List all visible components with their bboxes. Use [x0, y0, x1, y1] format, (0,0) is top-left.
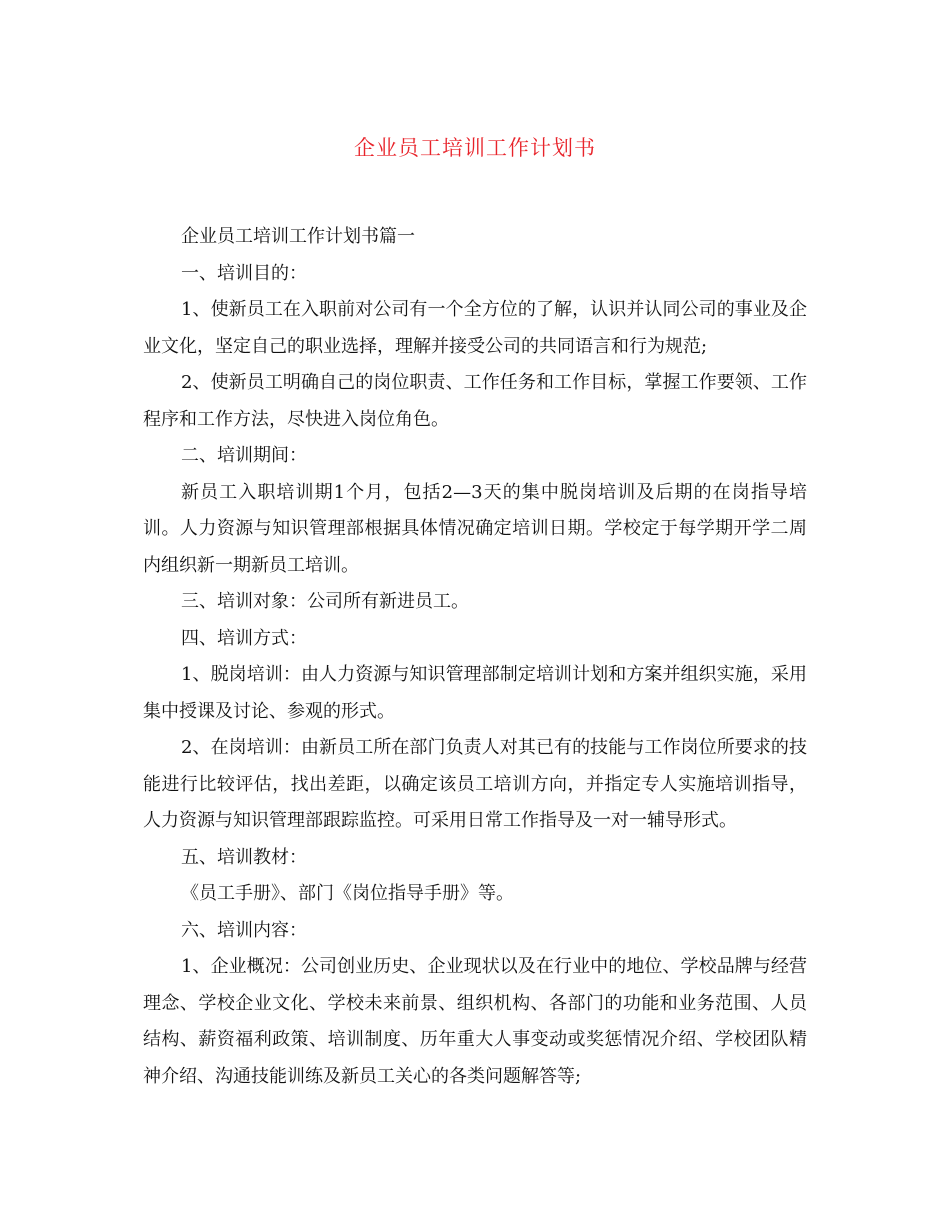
paragraph: 1、企业概况：公司创业历史、企业现状以及在行业中的地位、学校品牌与经营理念、学校企业文化、学校未来前景、组织机构、各部门的功能和业务范围、人员结构、薪资福利政策、培训制度、历年重大人事变动或奖惩情况介绍、学校团队精神介绍、沟通技能训练及新员工关心的各类问题解答等; — [143, 956, 807, 1087]
heading-training-period: 二、培训期间： — [181, 445, 307, 466]
paragraph: 1、脱岗培训：由人力资源与知识管理部制定培训计划和方案并组织实施，采用集中授课及讨论、参观的形式。 — [143, 664, 807, 722]
paragraph: 2、使新员工明确自己的岗位职责、工作任务和工作目标，掌握工作要领、工作程序和工作方法，尽快进入岗位角色。 — [143, 372, 807, 430]
heading-training-purpose: 一、培训目的： — [181, 262, 307, 284]
document-title: 企业员工培训工作计划书 — [354, 136, 596, 160]
heading-training-content: 六、培训内容： — [181, 919, 307, 941]
document-body — [143, 219, 807, 1095]
section-heading: 企业员工培训工作计划书篇一 — [181, 226, 415, 247]
paragraph: 1、使新员工在入职前对公司有一个全方位的了解，认识并认同公司的事业及企业文化，坚定自己的职业选择，理解并接受公司的共同语言和行为规范; — [143, 299, 807, 357]
heading-training-materials: 五、培训教材： — [181, 846, 307, 868]
heading-training-method: 四、培训方式： — [181, 627, 307, 649]
paragraph: 新员工入职培训期1个月，包括2—3天的集中脱岗培训及后期的在岗指导培训。人力资源与知识管理部根据具体情况确定培训日期。学校定于每学期开学二周内组织新一期新员工培训。 — [143, 481, 807, 576]
paragraph: 《员工手册》、部门《岗位指导手册》等。 — [181, 883, 514, 904]
paragraph: 2、在岗培训：由新员工所在部门负责人对其已有的技能与工作岗位所要求的技能进行比较评估，找出差距，以确定该员工培训方向，并指定专人实施培训指导，人力资源与知识管理部跟踪监控。可采用日常工作指导及一对一辅导形式。 — [143, 737, 807, 831]
heading-training-target: 三、培训对象：公司所有新进员工。 — [181, 591, 469, 612]
